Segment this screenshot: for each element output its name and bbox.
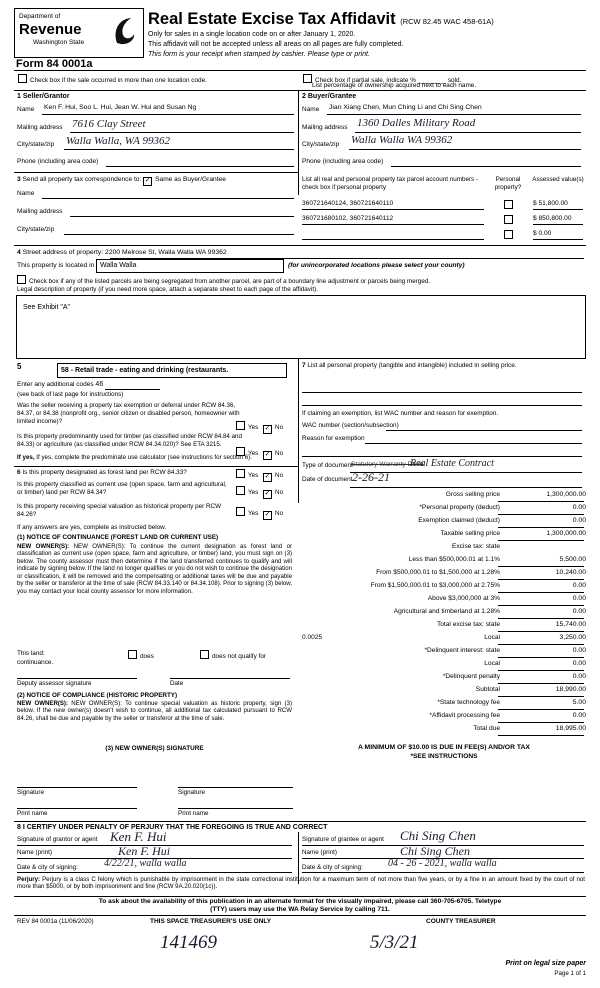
- newowner-sig-label-2[interactable]: Signature: [178, 789, 205, 796]
- grantee-date-label: Date & city of signing:: [302, 864, 363, 871]
- sect6-q2-no-checkbox[interactable]: [263, 490, 272, 499]
- calc-label-5: Less than $500,000.01 at 1.1%: [408, 556, 500, 563]
- deputy-assessor-label: Deputy assessor signature: [17, 680, 92, 687]
- sect6-q2-answers[interactable]: Yes ✓ No: [236, 486, 283, 499]
- calc-label-11: Local: [484, 634, 500, 641]
- sect3-city-label: City/state/zip: [17, 226, 55, 233]
- footer-county: COUNTY TREASURER: [426, 918, 496, 925]
- sect6-q4-text: If any answers are yes, complete as instructed below.: [17, 524, 167, 531]
- sect5-q1-no-checkbox[interactable]: [263, 425, 272, 434]
- sect6-num: 6: [17, 469, 21, 476]
- dept-label: Department of: [19, 13, 61, 20]
- buyer-name-label: Name: [302, 106, 320, 113]
- deputy-date-label: Date: [170, 680, 184, 687]
- buyer-name-value[interactable]: Jian Xiang Chen, Mun Ching Li and Chi Sing Chen: [329, 104, 482, 111]
- newowner-print-label-1[interactable]: Print name: [17, 810, 48, 817]
- calc-value-2[interactable]: 0.00: [572, 517, 586, 524]
- docdate-value[interactable]: 2-26-21: [352, 470, 390, 484]
- doctype-struck-value: Statutory Warranty Deed: [351, 461, 424, 468]
- does-not-qualify-checkbox[interactable]: [200, 650, 209, 659]
- sect3-num: 3: [17, 176, 21, 183]
- page-title-rcw: (RCW 82.45 WAC 458-61A): [400, 17, 494, 26]
- seller-num: 1: [17, 93, 21, 100]
- addl-codes-note: (see back of last page for instructions): [17, 391, 124, 398]
- minimum-due-note: A MINIMUM OF $10.00 IS DUE IN FEE(S) AND/OR TAX: [358, 744, 530, 751]
- landuse-code-value: 58 - Retail trade - eating and drinking (restaurants.: [61, 367, 229, 374]
- form-number: Form 84 0001a: [16, 58, 93, 70]
- state-label: Washington State: [33, 39, 85, 46]
- grantor-sig-value[interactable]: Ken F. Hui: [110, 829, 167, 844]
- sect6-q1-text: Is this property designated as forest land per RCW 84.33?: [22, 469, 187, 476]
- header-sub1: Only for sales in a single location code on or after January 1, 2020.: [148, 31, 356, 38]
- sect6-q3-text: Is this property receiving special valuation as historical property per RCW 84.26?: [17, 503, 222, 518]
- sect4-located-value: Walla Walla: [100, 262, 137, 269]
- segregated-label: Check box if any of the listed parcels are being segregated from another parcel, are part of a boundary line adjustment or parcels being merged.: [29, 278, 431, 285]
- grantee-name-label: Name (print): [302, 849, 337, 856]
- parcel-row-1-number[interactable]: 360721680102, 360721640112: [302, 215, 394, 222]
- ownership-pct-note: List percentage of ownership acquired next to each name.: [312, 82, 477, 89]
- calc-value-3[interactable]: 1,300,000.00: [546, 530, 586, 537]
- calc-value-15[interactable]: 18,990.00: [555, 686, 586, 693]
- sect5-q1-no-label: No: [275, 424, 284, 431]
- partial-sale-label: Check box if partial sale, indicate % ________ sold.: [315, 77, 462, 84]
- notice1-body: NEW OWNER(S): NEW OWNER(S): To continue the current designation as forest land or classification as current use (open space, farm and agriculture, or timber) land, you must sign on (3) below. The county assessor must then determine if the land transferred continues to qualify and will indicate by signing below. If the land no longer qualifies or you do not wish to continue the designation or classification, it will be removed and the compensating or additional taxes will be due and payable by the seller or transferor at the time of sale (RCW 84.33.140 or 84.34.108). Prior to signing (3) below, you may contact your local county assessor for more information.: [17, 543, 292, 595]
- calc-label-6: From $500,000.01 to $1,500,000 at 1.28%: [376, 569, 500, 576]
- same-as-buyer-checkbox[interactable]: [143, 177, 152, 186]
- grantee-sig-value[interactable]: Chi Sing Chen: [400, 828, 476, 843]
- sect4-segregated[interactable]: [17, 275, 430, 285]
- calc-value-14[interactable]: 0.00: [572, 673, 586, 680]
- calc-value-16[interactable]: 5.00: [572, 699, 586, 706]
- sect4-num: 4: [17, 249, 21, 256]
- calc-label-12: *Delinquent interest: state: [424, 647, 500, 654]
- thisland-label: This land:: [17, 650, 45, 657]
- grantor-date-value[interactable]: 4/22/21, walla walla: [104, 858, 187, 869]
- agency-logo-box: [14, 8, 144, 58]
- seller-name-value[interactable]: Ken F. Hui, Soo L. Hui, Jean W. Hui and Susan Ng: [44, 104, 197, 111]
- parcel-row-1-personal-checkbox[interactable]: [504, 215, 513, 224]
- sect7-heading: [302, 362, 582, 370]
- sect3-name-label: Name: [17, 190, 35, 197]
- addl-codes-value[interactable]: 46: [95, 381, 104, 388]
- docdate-label: Date of document: [302, 476, 353, 483]
- buyer-city-label: City/state/zip: [302, 141, 340, 148]
- sect3-mailing-label: Mailing address: [17, 208, 63, 215]
- footer-rev: REV 84 0001a (11/06/2020): [17, 918, 94, 925]
- sect6-q2-yes-checkbox[interactable]: [236, 486, 245, 495]
- calc-value-11[interactable]: 3,250.00: [559, 634, 586, 641]
- legal-description-box[interactable]: [16, 295, 586, 359]
- sect3-heading-text: Send all property tax correspondence to:: [22, 176, 142, 183]
- calc-value-9[interactable]: 0.00: [572, 608, 586, 615]
- sect8-heading-text: I CERTIFY UNDER PENALTY OF PERJURY THAT THE FOREGOING IS TRUE AND CORRECT: [22, 824, 328, 831]
- print-legal-note: Print on legal size paper: [505, 960, 586, 967]
- calc-label-13: Local: [484, 660, 500, 667]
- parcel-col-assessed: Assessed value(s): [532, 176, 584, 183]
- seller-mailing-label: Mailing address: [17, 124, 63, 131]
- revenue-label: Revenue: [19, 21, 82, 38]
- header-sub2: This affidavit will not be accepted unless all areas on all pages are fully completed.: [148, 41, 404, 49]
- sect7-num: 7: [302, 362, 306, 369]
- grantor-date-label: Date & city of signing:: [17, 864, 78, 871]
- parcel-table-heading: List all real and personal property tax parcel account numbers - check box if personal property: [302, 176, 479, 191]
- multi-location-checkbox[interactable]: [18, 74, 27, 83]
- calc-value-6[interactable]: 10,240.00: [555, 569, 586, 576]
- partial-sale-checkbox[interactable]: [303, 74, 312, 83]
- parcel-row-0-assessed[interactable]: $ 51,800.00: [533, 200, 568, 207]
- grantee-sig-label: Signature of grantee or agent: [302, 836, 384, 843]
- sect3-heading: [17, 176, 226, 186]
- sect7-exemption-label: If claiming an exemption, list WAC number and reason for exemption.: [302, 410, 499, 417]
- addl-codes-row: [17, 381, 103, 388]
- calc-label-1: *Personal property (deduct): [419, 504, 500, 511]
- multi-location-check[interactable]: [18, 74, 207, 84]
- segregated-checkbox[interactable]: [17, 275, 26, 284]
- calc-label-8: Above $3,000,000 at 3%: [427, 595, 500, 602]
- calc-value-10[interactable]: 15,740.00: [555, 621, 586, 628]
- thisland-does[interactable]: does: [128, 650, 154, 660]
- reason-exemption-label: Reason for exemption: [302, 435, 365, 442]
- calc-label-18: Total due: [473, 725, 500, 732]
- multi-location-label: Check box if the sale occurred in more than one location code.: [30, 77, 207, 84]
- parcel-row-1-assessed[interactable]: $ 850,800.00: [533, 215, 572, 222]
- calc-label-14: *Delinquent penalty: [442, 673, 500, 680]
- header-sub3: This form is your receipt when stamped by cashier. Please type or print.: [148, 51, 370, 59]
- sect8-num: 8: [17, 824, 21, 831]
- sect6-q3-answers[interactable]: Yes ✓ No: [236, 507, 283, 520]
- does-qualify-checkbox[interactable]: [128, 650, 137, 659]
- calc-label-9: Agricultural and timberland at 1.28%: [393, 608, 500, 615]
- calc-value-13[interactable]: 0.00: [572, 660, 586, 667]
- header-subtext: [148, 30, 588, 60]
- calc-value-17[interactable]: 0.00: [572, 712, 586, 719]
- calc-value-0[interactable]: 1,300,000.00: [546, 491, 586, 498]
- doctype-value[interactable]: Real Estate Contract: [410, 458, 494, 469]
- buyer-heading-text: Buyer/Grantee: [307, 93, 357, 100]
- buyer-mailing-value[interactable]: 1360 Dalles Military Road: [357, 117, 476, 129]
- grantor-name-value[interactable]: Ken F. Hui: [118, 844, 171, 858]
- page-number: Page 1 of 1: [554, 970, 586, 977]
- calc-label-4: Excise tax: state: [451, 543, 500, 550]
- calc-label-17: *Affidavit processing fee: [429, 712, 500, 719]
- buyer-num: 2: [302, 93, 306, 100]
- sect5-q1-text: Was the seller receiving a property tax exemption or deferral under RCW 84.36, 84.37, or 84.38 (nonprofit org., senior citizen or disabled person, homeowner with limited income)?: [17, 402, 240, 425]
- see-instructions-note: *SEE INSTRUCTIONS: [410, 753, 478, 760]
- grantee-date-value[interactable]: 04 - 26 - 2021, walla walla: [388, 858, 497, 869]
- notice1-title: (1) NOTICE OF CONTINUANCE (FOREST LAND OR CURRENT USE): [17, 534, 219, 541]
- grantee-name-value[interactable]: Chi Sing Chen: [400, 844, 471, 858]
- newowner-sig-label-1[interactable]: Signature: [17, 789, 44, 796]
- treasurer-stamp-number: 141469: [160, 932, 217, 953]
- calc-value-7[interactable]: 0.00: [572, 582, 586, 589]
- sect7-heading-text: List all personal property (tangible and intangible) included in selling price.: [307, 362, 517, 369]
- sect4-street-label: Street address of property:: [22, 249, 104, 256]
- notice3-title: (3) NEW OWNER(S) SIGNATURE: [105, 745, 204, 752]
- sect6-q1-no-checkbox[interactable]: [263, 473, 272, 482]
- sect4-street-value[interactable]: 2200 Melrose St, Walla Walla WA 99362: [105, 249, 227, 256]
- sect6-q1-row: [17, 469, 187, 476]
- sect4-legal-label: Legal description of property (if you need more space, attach a separate sheet to each page of the affidavit).: [17, 286, 318, 293]
- notice2-body: NEW OWNER(S): NEW OWNER(S): To continue special valuation as historic property, sign (3) below. If the new owner(s) doesn't wish to continue, all additional tax calculated pursuant to RCW 84.26, shall be due and payable by the seller or transferor at the time of sale.: [17, 700, 292, 722]
- calc-label-7: From $1,500,000.01 to $3,000,000 at 2.75%: [370, 582, 500, 589]
- doctype-label: Type of document: [302, 462, 353, 469]
- continuance-label: continuance.: [17, 659, 54, 666]
- buyer-heading: [302, 93, 356, 100]
- accessibility-note: To ask about the availability of this publication in an alternate format for the visually impaired, please call 360-705-6705. Teletype (TTY) users may use the WA Relay Service by calling 711.: [98, 898, 502, 914]
- sect5-q2-text: Is this property predominantly used for timber (as classified under RCW 84.84 and 84.33) or agriculture (as classified under RCW 84.34.020)? See ETA 3215.: [17, 433, 242, 448]
- sect5-q2-yes-label: Yes: [248, 450, 259, 457]
- parcel-row-2-personal-checkbox[interactable]: [504, 230, 513, 239]
- seller-mailing-value[interactable]: 7616 Clay Street: [72, 118, 146, 130]
- buyer-phone-label: Phone (including area code): [302, 158, 384, 165]
- grantor-name-label: Name (print): [17, 849, 52, 856]
- sect4-located-note: (for unincorporated locations please select your county): [288, 262, 465, 269]
- parcel-row-2-assessed[interactable]: $ 0.00: [533, 230, 552, 237]
- sect5-q2-note: If yes, If yes, complete the predominate use calculator (see instructions for section 6).: [17, 454, 252, 461]
- sect6-q1-yes-checkbox[interactable]: [236, 469, 245, 478]
- seller-phone-label: Phone (including area code): [17, 158, 99, 165]
- grantor-sig-label: Signature of grantor or agent: [17, 836, 98, 843]
- sect6-q2-text: Is this property classified as current use (open space, farm and agricultural, or timber) land per RCW 84.34?: [17, 481, 227, 496]
- calc-value-8[interactable]: 0.00: [572, 595, 586, 602]
- page-title: [148, 10, 494, 29]
- sect5-num: 5: [17, 362, 22, 371]
- sect6-q1-answers[interactable]: Yes ✓ No: [236, 469, 283, 482]
- newowner-print-label-2[interactable]: Print name: [178, 810, 209, 817]
- calc-value-5[interactable]: 5,500.00: [559, 556, 586, 563]
- sect5-q1-yes-checkbox[interactable]: [236, 421, 245, 430]
- seller-name-label: Name: [17, 106, 35, 113]
- calc-value-18[interactable]: 18,995.00: [555, 725, 586, 732]
- buyer-city-value[interactable]: Walla Walla WA 99362: [351, 134, 453, 146]
- seller-heading-text: Seller/Grantor: [22, 93, 70, 100]
- seller-city-value[interactable]: Walla Walla, WA 99362: [66, 135, 170, 147]
- calc-label-0: Gross selling price: [445, 491, 500, 498]
- sect4-located-label: This property is located in: [17, 262, 95, 269]
- calc-label-3: Taxable selling price: [440, 530, 500, 537]
- legal-description-value: See Exhibit "A": [23, 304, 70, 311]
- treasurer-stamp-date: 5/3/21: [370, 932, 419, 953]
- sect8-heading: [17, 824, 327, 831]
- sect4-located-input[interactable]: [96, 259, 284, 273]
- sect6-q3-no-checkbox[interactable]: [263, 511, 272, 520]
- seller-heading: [17, 93, 70, 100]
- perjury-note: Perjury: Perjury is a class C felony which is punishable by imprisonment in the state correctional institution for a maximum term of not more than five years, or by a fine in an amount fixed by the court of not more than $5000, or by both imprisonment and fine (RCW 9A.20.020(1c)).: [17, 876, 585, 891]
- landuse-code-input[interactable]: [57, 363, 287, 378]
- thisland-doesnot[interactable]: does not qualify for: [200, 650, 266, 660]
- same-as-buyer-label: Same as Buyer/Grantee: [155, 176, 226, 183]
- addl-codes-label: Enter any additional codes: [17, 381, 94, 388]
- notice2-title: (2) NOTICE OF COMPLIANCE (HISTORIC PROPERTY): [17, 692, 178, 699]
- sect5-q2-no-label: No: [275, 450, 284, 457]
- calc-label-15: Subtotal: [475, 686, 500, 693]
- sect4-street: [17, 249, 227, 256]
- footer-treasurer: THIS SPACE TREASURER'S USE ONLY: [150, 918, 272, 925]
- revenue-logo-icon: [111, 15, 141, 47]
- parcel-row-0-number[interactable]: 360721640124, 360721640110: [302, 200, 394, 207]
- seller-city-label: City/state/zip: [17, 141, 55, 148]
- page-title-text: Real Estate Excise Tax Affidavit: [148, 10, 396, 28]
- sect6-q3-yes-checkbox[interactable]: [236, 507, 245, 516]
- sect5-q1-yes-label: Yes: [248, 424, 259, 431]
- calc-rows: [302, 491, 586, 738]
- calc-label-11-rate: 0.0025: [302, 634, 323, 641]
- calc-label-10: Total excise tax: state: [436, 621, 500, 628]
- calc-label-2: Exemption claimed (deduct): [418, 517, 500, 524]
- calc-value-1[interactable]: 0.00: [572, 504, 586, 511]
- parcel-col-personal: Personal property?: [494, 176, 522, 191]
- calc-value-12[interactable]: 0.00: [572, 647, 586, 654]
- buyer-mailing-label: Mailing address: [302, 124, 348, 131]
- parcel-row-0-personal-checkbox[interactable]: [504, 200, 513, 209]
- wac-number-label: WAC number (section/subsection): [302, 422, 399, 429]
- calc-label-16: *State technology fee: [437, 699, 500, 706]
